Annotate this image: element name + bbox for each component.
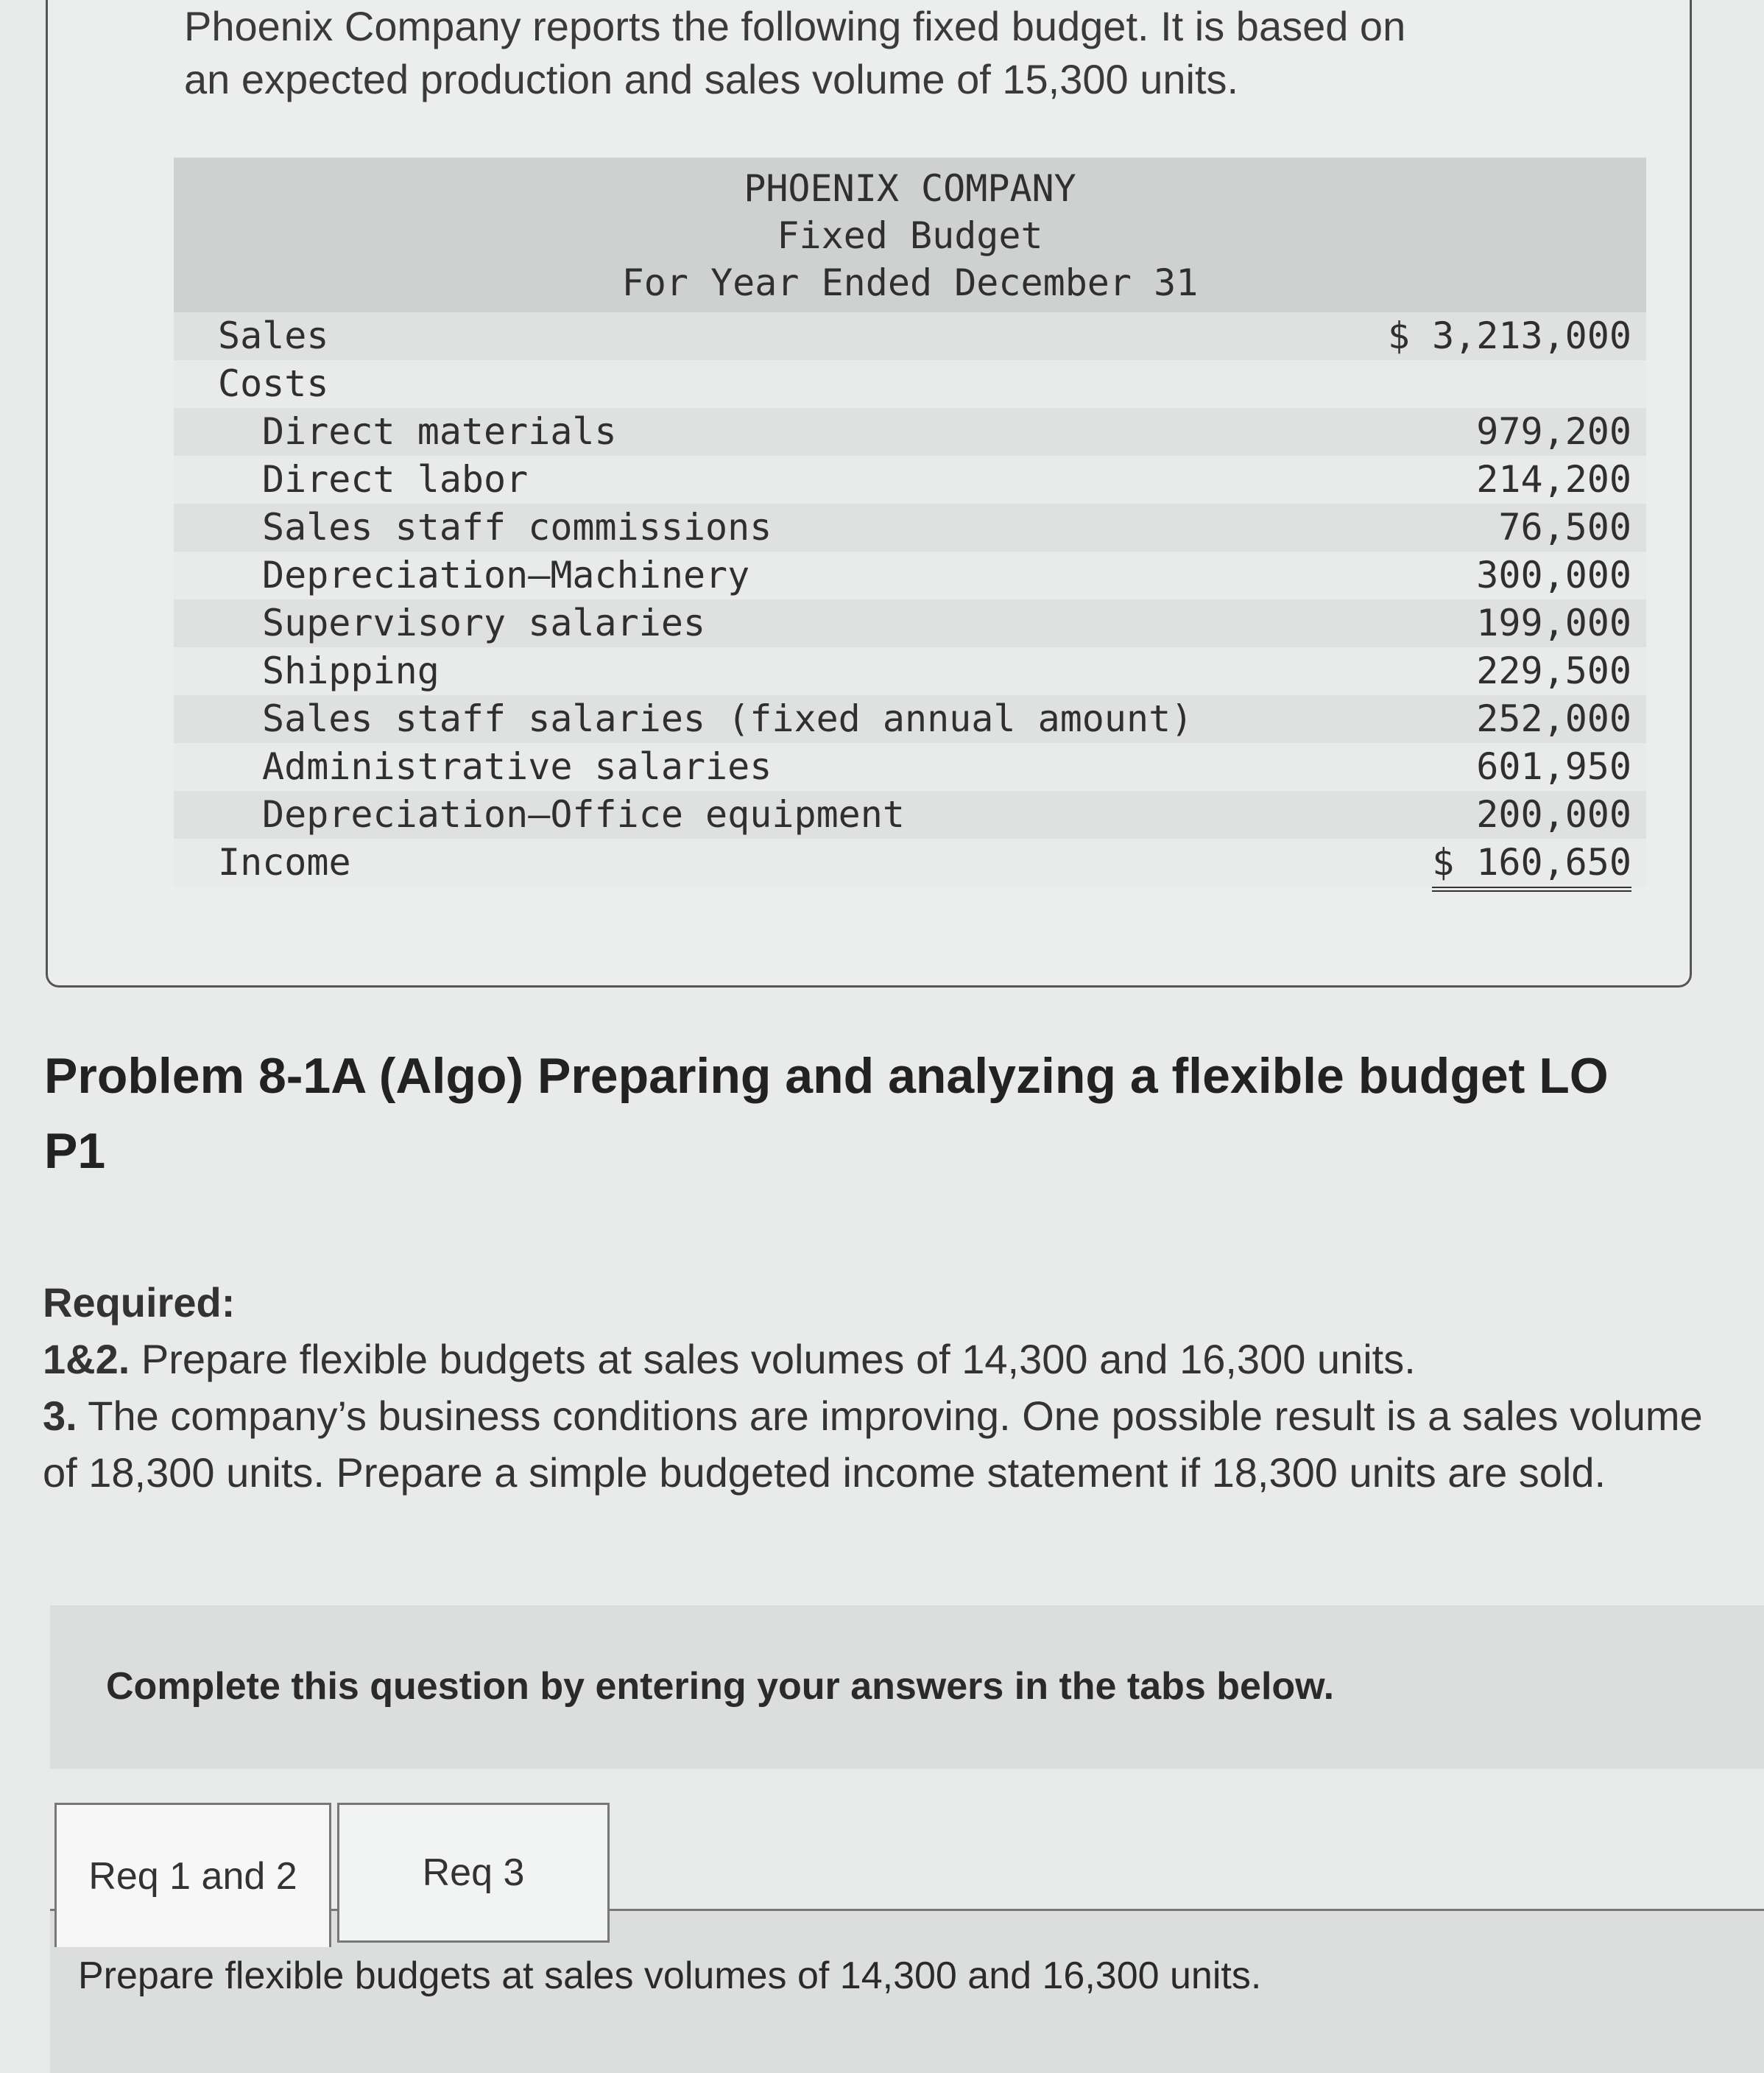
cost-value: 252,000 [1476,697,1631,740]
required-item-1-number: 1&2. [43,1336,130,1382]
problem-title [44,1038,1752,1189]
tab-instruction: Prepare flexible budgets at sales volumes of 14,300 and 16,300 units. [78,1954,1262,1997]
budget-subtitle: Fixed Budget [777,214,1043,257]
budget-period: For Year Ended December 31 [621,261,1199,304]
cost-row [174,743,1646,791]
cost-row [174,552,1646,599]
cost-row [174,599,1646,647]
cost-value: 979,200 [1476,410,1631,453]
sales-value: $ 3,213,000 [1387,314,1631,357]
sales-row [174,312,1646,360]
income-value: $ 160,650 [1432,839,1631,892]
cost-label: Direct materials [262,410,617,453]
tab-label: Req 3 [422,1851,525,1894]
budget-header [174,158,1646,312]
cost-value: 601,950 [1476,745,1631,788]
cost-row [174,695,1646,743]
intro-line-2: an expected production and sales volume of 15,300 units. [184,56,1239,102]
cost-value: 214,200 [1476,458,1631,501]
cost-label: Sales staff commissions [262,506,772,549]
cost-value: 76,500 [1498,506,1631,549]
costs-label: Costs [218,362,329,405]
cost-row [174,647,1646,695]
cost-label: Sales staff salaries (fixed annual amount) [262,697,1193,740]
cost-label: Shipping [262,650,440,692]
problem-intro [184,0,1583,106]
required-section [43,1274,1736,1501]
instructions-bar [50,1605,1764,1769]
cost-label: Depreciation—Office equipment [262,793,905,836]
intro-line-1: Phoenix Company reports the following fixed budget. It is based on [184,3,1406,49]
cost-row [174,456,1646,504]
cost-label: Administrative salaries [262,745,772,788]
required-item-3 [43,1387,1736,1501]
tab-req-1-and-2[interactable] [54,1803,331,1947]
cost-value: 300,000 [1476,554,1631,596]
cost-label: Direct labor [262,458,529,501]
cost-value: 229,500 [1476,650,1631,692]
fixed-budget-table [174,158,1646,887]
sales-label: Sales [218,314,329,357]
costs-row [174,360,1646,408]
cost-value: 200,000 [1476,791,1631,841]
required-item-3-text: The company’s business conditions are improving. One possible result is a sales volume of 18,300 units. Prepare a simple budgeted income statement if 18,300 units are sold. [43,1393,1703,1496]
cost-value: 199,000 [1476,602,1631,644]
budget-rows [174,312,1646,887]
tab-req-3[interactable] [337,1803,610,1943]
cost-label: Supervisory salaries [262,602,706,644]
problem-title-line-2: P1 [44,1123,106,1179]
required-heading: Required: [43,1279,236,1326]
cost-row [174,504,1646,552]
income-row [174,839,1646,887]
tab-label: Req 1 and 2 [88,1854,297,1898]
required-item-1 [43,1331,1736,1387]
problem-title-line-1: Problem 8-1A (Algo) Preparing and analyzing a flexible budget LO [44,1048,1609,1104]
complete-instruction: Complete this question by entering your answers in the tabs below. [106,1665,1335,1708]
required-item-3-number: 3. [43,1393,77,1439]
income-label: Income [218,841,351,884]
required-item-1-text: Prepare flexible budgets at sales volumes of 14,300 and 16,300 units. [130,1336,1416,1382]
cost-row [174,791,1646,839]
cost-row [174,408,1646,456]
company-name: PHOENIX COMPANY [744,167,1076,210]
cost-label: Depreciation—Machinery [262,554,750,596]
